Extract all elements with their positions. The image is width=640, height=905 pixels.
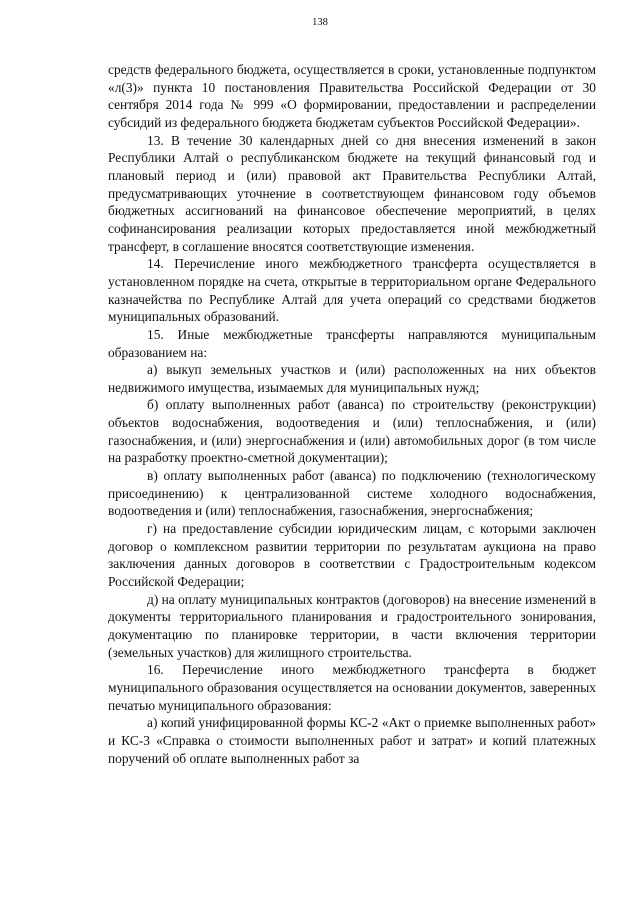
paragraph-item-16: 16. Перечисление иного межбюджетного трансферта в бюджет муниципального образования осуществляется на основании документов, заверенных печатью муниципального образования: (108, 662, 596, 713)
subitem-a: а) выкуп земельных участков и (или) расположенных на них объектов недвижимого имущества, изымаемых для муниципальных нужд; (108, 362, 596, 395)
paragraph-continuation: средств федерального бюджета, осуществляется в сроки, установленные подпунктом «л(3)» пункта 10 постановления Правительства Российской Федерации от 30 сентября 2014 года № 999 «О формировании, предоставлении и распределении субсидий из федерального бюджета бюджетам субъектов Российской Федерации». (108, 62, 596, 130)
paragraph-item-13: 13. В течение 30 календарных дней со дня внесения изменений в закон Республики Алтай о республиканском бюджете на текущий финансовый год и плановый период и (или) правовой акт Правительства Республики Алтай, предусматривающих уточнение в соответствующем финансовом году объемов бюджетных ассигнований на финансовое обеспечение мероприятий, в целях софинансирования реализации которых предоставляется иной межбюджетный трансферт, в соглашение вносятся соответствующие изменения. (108, 132, 596, 254)
paragraph-item-14: 14. Перечисление иного межбюджетного трансферта осуществляется в установленном порядке на счета, открытые в территориальном органе Федерального казначейства по Республике Алтай для учета операций со средствами бюджетов муниципальных образований. (108, 256, 596, 325)
subitem-g: г) на предоставление субсидии юридическим лицам, с которыми заключен договор о комплексном развитии территории по результатам аукциона на право заключения данных договоров в соответствии с Градостроительным кодексом Российской Федерации; (108, 521, 596, 590)
document-body (108, 61, 596, 767)
subitem-b: б) оплату выполненных работ (аванса) по строительству (реконструкции) объектов водоснабжения, водоотведения и (или) теплоснабжения, и (или) газоснабжения, и (или) энергоснабжения и (или) автомобильных дорог (в том числе на разработку проектно-сметной документации); (108, 397, 596, 466)
subitem-16-a: а) копий унифицированной формы КС-2 «Акт о приемке выполненных работ» и КС-3 «Справка о стоимости выполненных работ и затрат» и копий платежных поручений об оплате выполненных работ за (108, 715, 596, 766)
page-number: 138 (312, 17, 328, 28)
paragraph-item-15: 15. Иные межбюджетные трансферты направляются муниципальным образованием на: (108, 326, 596, 360)
subitem-v: в) оплату выполненных работ (аванса) по подключению (технологическому присоединению) к централизованной системе холодного водоснабжения, водоотведения и (или) теплоснабжения, газоснабжения, энергоснабжения; (108, 468, 596, 519)
subitem-d: д) на оплату муниципальных контрактов (договоров) на внесение изменений в документы территориального планирования и градостроительного зонирования, документацию по планировке территории, в части включения территории (земельных участков) для жилищного строительства. (108, 591, 596, 660)
